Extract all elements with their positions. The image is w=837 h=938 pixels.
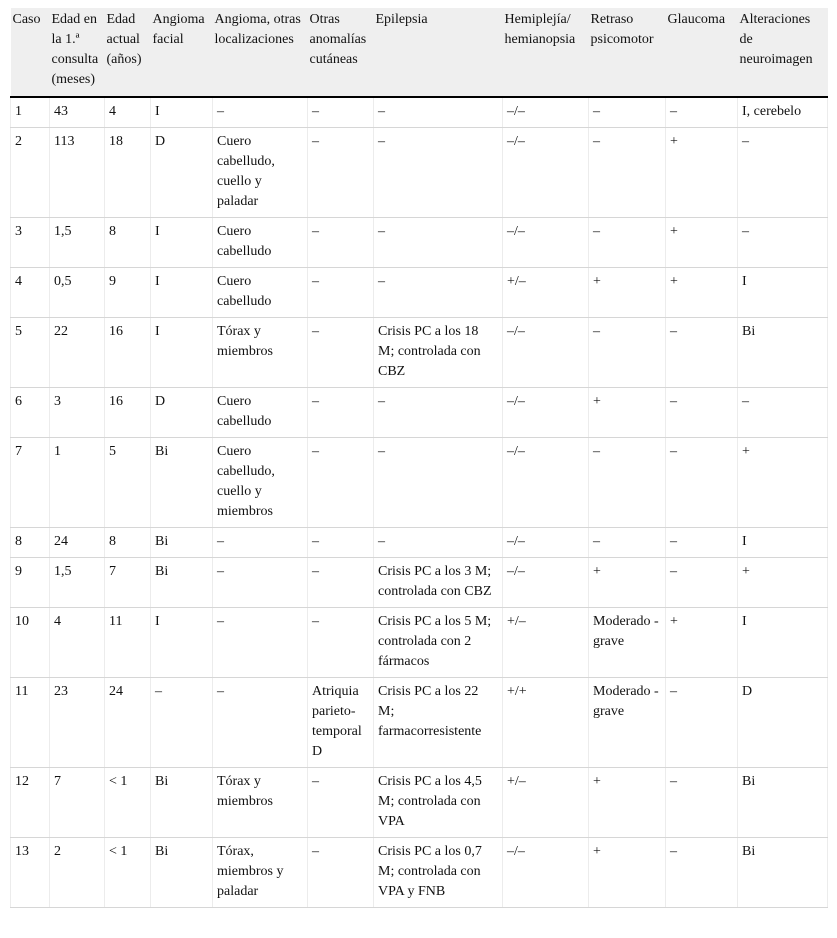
cell-alteraciones-neuroimagen: –	[738, 218, 828, 268]
cell-glaucoma: –	[666, 528, 738, 558]
cell-glaucoma: –	[666, 318, 738, 388]
cell-alteraciones-neuroimagen: +	[738, 558, 828, 608]
cell-edad-actual: < 1	[105, 838, 151, 908]
cell-retraso-psicomotor: +	[589, 768, 666, 838]
cell-edad-primera-consulta: 23	[50, 678, 105, 768]
cell-angioma-facial: Bi	[151, 438, 213, 528]
cell-edad-actual: 18	[105, 128, 151, 218]
cell-edad-actual: 11	[105, 608, 151, 678]
cell-angioma-otras-localizaciones: Cuero cabelludo	[213, 388, 308, 438]
cell-edad-actual: 7	[105, 558, 151, 608]
cell-glaucoma: +	[666, 268, 738, 318]
cell-otras-anomalias-cutaneas: –	[308, 558, 374, 608]
cell-angioma-otras-localizaciones: –	[213, 558, 308, 608]
cell-epilepsia: –	[374, 528, 503, 558]
cell-hemiplejia-hemianopsia: –/–	[503, 528, 589, 558]
cell-otras-anomalias-cutaneas: –	[308, 218, 374, 268]
cell-epilepsia: Crisis PC a los 22 M; farmacorresistente	[374, 678, 503, 768]
cell-edad-primera-consulta: 1	[50, 438, 105, 528]
cell-caso: 1	[11, 97, 50, 128]
cell-otras-anomalias-cutaneas: –	[308, 97, 374, 128]
cell-otras-anomalias-cutaneas: –	[308, 128, 374, 218]
cell-edad-primera-consulta: 7	[50, 768, 105, 838]
cell-retraso-psicomotor: –	[589, 438, 666, 528]
cell-epilepsia: –	[374, 388, 503, 438]
cell-edad-actual: 8	[105, 528, 151, 558]
header-retraso-psicomotor: Retraso psicomotor	[589, 8, 666, 97]
table-row	[11, 128, 828, 218]
cell-otras-anomalias-cutaneas: Atriquia parieto-temporal D	[308, 678, 374, 768]
cell-hemiplejia-hemianopsia: +/+	[503, 678, 589, 768]
cell-alteraciones-neuroimagen: +	[738, 438, 828, 528]
cell-glaucoma: –	[666, 558, 738, 608]
cell-epilepsia: Crisis PC a los 3 M; controlada con CBZ	[374, 558, 503, 608]
table-header	[11, 8, 828, 97]
header-angioma-facial: Angioma facial	[151, 8, 213, 97]
cell-angioma-otras-localizaciones: Cuero cabelludo, cuello y paladar	[213, 128, 308, 218]
cell-hemiplejia-hemianopsia: –/–	[503, 97, 589, 128]
cell-caso: 2	[11, 128, 50, 218]
header-otras-anomalias-cutaneas: Otras anomalías cutáneas	[308, 8, 374, 97]
table-row	[11, 768, 828, 838]
cell-otras-anomalias-cutaneas: –	[308, 268, 374, 318]
cell-retraso-psicomotor: –	[589, 97, 666, 128]
cell-retraso-psicomotor: +	[589, 558, 666, 608]
header-alteraciones-neuroimagen: Alteraciones de neuroimagen	[738, 8, 828, 97]
cell-angioma-facial: D	[151, 388, 213, 438]
cell-angioma-otras-localizaciones: –	[213, 528, 308, 558]
cell-angioma-facial: I	[151, 268, 213, 318]
cell-glaucoma: –	[666, 678, 738, 768]
cell-caso: 6	[11, 388, 50, 438]
cell-retraso-psicomotor: –	[589, 128, 666, 218]
table-row	[11, 318, 828, 388]
cell-angioma-facial: Bi	[151, 558, 213, 608]
cell-epilepsia: –	[374, 438, 503, 528]
cell-edad-primera-consulta: 113	[50, 128, 105, 218]
cell-edad-actual: 8	[105, 218, 151, 268]
cell-edad-primera-consulta: 4	[50, 608, 105, 678]
cell-angioma-otras-localizaciones: –	[213, 97, 308, 128]
cell-otras-anomalias-cutaneas: –	[308, 528, 374, 558]
cell-angioma-otras-localizaciones: Tórax, miembros y paladar	[213, 838, 308, 908]
cell-epilepsia: Crisis PC a los 5 M; controlada con 2 fármacos	[374, 608, 503, 678]
cell-caso: 13	[11, 838, 50, 908]
cell-alteraciones-neuroimagen: –	[738, 388, 828, 438]
cell-epilepsia: –	[374, 268, 503, 318]
cell-angioma-facial: I	[151, 318, 213, 388]
cell-glaucoma: +	[666, 218, 738, 268]
cell-retraso-psicomotor: +	[589, 388, 666, 438]
table-row	[11, 218, 828, 268]
cell-edad-primera-consulta: 22	[50, 318, 105, 388]
cell-glaucoma: +	[666, 128, 738, 218]
cell-alteraciones-neuroimagen: Bi	[738, 838, 828, 908]
cell-edad-actual: < 1	[105, 768, 151, 838]
cell-glaucoma: +	[666, 608, 738, 678]
clinical-data-table	[10, 8, 828, 908]
table-row	[11, 558, 828, 608]
cell-hemiplejia-hemianopsia: +/–	[503, 268, 589, 318]
cell-hemiplejia-hemianopsia: –/–	[503, 438, 589, 528]
cell-hemiplejia-hemianopsia: –/–	[503, 838, 589, 908]
cell-alteraciones-neuroimagen: I	[738, 528, 828, 558]
cell-otras-anomalias-cutaneas: –	[308, 608, 374, 678]
cell-glaucoma: –	[666, 838, 738, 908]
cell-otras-anomalias-cutaneas: –	[308, 838, 374, 908]
cell-angioma-facial: Bi	[151, 768, 213, 838]
header-caso: Caso	[11, 8, 50, 97]
cell-retraso-psicomotor: +	[589, 838, 666, 908]
cell-alteraciones-neuroimagen: Bi	[738, 768, 828, 838]
cell-otras-anomalias-cutaneas: –	[308, 318, 374, 388]
cell-alteraciones-neuroimagen: I	[738, 268, 828, 318]
table-row	[11, 838, 828, 908]
cell-epilepsia: –	[374, 97, 503, 128]
table-row	[11, 388, 828, 438]
cell-caso: 8	[11, 528, 50, 558]
cell-glaucoma: –	[666, 438, 738, 528]
header-edad-primera-consulta: Edad en la 1.ª consulta (meses)	[50, 8, 105, 97]
cell-edad-actual: 16	[105, 318, 151, 388]
cell-hemiplejia-hemianopsia: –/–	[503, 318, 589, 388]
cell-angioma-facial: I	[151, 608, 213, 678]
header-glaucoma: Glaucoma	[666, 8, 738, 97]
cell-angioma-facial: D	[151, 128, 213, 218]
cell-angioma-otras-localizaciones: Tórax y miembros	[213, 318, 308, 388]
cell-angioma-facial: Bi	[151, 528, 213, 558]
header-hemiplejia-hemianopsia: Hemiplejía/ hemianopsia	[503, 8, 589, 97]
cell-edad-actual: 24	[105, 678, 151, 768]
cell-retraso-psicomotor: Moderado - grave	[589, 678, 666, 768]
cell-retraso-psicomotor: –	[589, 528, 666, 558]
header-row	[11, 8, 828, 97]
cell-angioma-otras-localizaciones: –	[213, 678, 308, 768]
cell-angioma-otras-localizaciones: Tórax y miembros	[213, 768, 308, 838]
table-row	[11, 438, 828, 528]
cell-edad-actual: 16	[105, 388, 151, 438]
cell-angioma-facial: I	[151, 218, 213, 268]
cell-caso: 3	[11, 218, 50, 268]
cell-edad-primera-consulta: 1,5	[50, 218, 105, 268]
cell-caso: 12	[11, 768, 50, 838]
cell-angioma-otras-localizaciones: Cuero cabelludo	[213, 268, 308, 318]
cell-caso: 10	[11, 608, 50, 678]
cell-hemiplejia-hemianopsia: +/–	[503, 768, 589, 838]
table-row	[11, 528, 828, 558]
cell-retraso-psicomotor: –	[589, 318, 666, 388]
cell-edad-actual: 5	[105, 438, 151, 528]
cell-otras-anomalias-cutaneas: –	[308, 388, 374, 438]
cell-alteraciones-neuroimagen: I	[738, 608, 828, 678]
cell-epilepsia: Crisis PC a los 0,7 M; controlada con VPA y FNB	[374, 838, 503, 908]
cell-edad-primera-consulta: 3	[50, 388, 105, 438]
cell-angioma-otras-localizaciones: Cuero cabelludo	[213, 218, 308, 268]
cell-alteraciones-neuroimagen: D	[738, 678, 828, 768]
cell-caso: 7	[11, 438, 50, 528]
cell-edad-primera-consulta: 2	[50, 838, 105, 908]
cell-epilepsia: Crisis PC a los 4,5 M; controlada con VPA	[374, 768, 503, 838]
cell-glaucoma: –	[666, 768, 738, 838]
cell-edad-primera-consulta: 43	[50, 97, 105, 128]
cell-edad-actual: 9	[105, 268, 151, 318]
header-angioma-otras-localizaciones: Angioma, otras localizaciones	[213, 8, 308, 97]
cell-alteraciones-neuroimagen: Bi	[738, 318, 828, 388]
table-row	[11, 268, 828, 318]
cell-retraso-psicomotor: Moderado - grave	[589, 608, 666, 678]
cell-hemiplejia-hemianopsia: –/–	[503, 558, 589, 608]
cell-alteraciones-neuroimagen: –	[738, 128, 828, 218]
cell-epilepsia: Crisis PC a los 18 M; controlada con CBZ	[374, 318, 503, 388]
cell-otras-anomalias-cutaneas: –	[308, 768, 374, 838]
cell-caso: 4	[11, 268, 50, 318]
cell-epilepsia: –	[374, 128, 503, 218]
cell-otras-anomalias-cutaneas: –	[308, 438, 374, 528]
header-edad-actual: Edad actual (años)	[105, 8, 151, 97]
cell-angioma-otras-localizaciones: Cuero cabelludo, cuello y miembros	[213, 438, 308, 528]
table-body	[11, 97, 828, 908]
cell-alteraciones-neuroimagen: I, cerebelo	[738, 97, 828, 128]
table-row	[11, 678, 828, 768]
table-row	[11, 97, 828, 128]
cell-glaucoma: –	[666, 97, 738, 128]
cell-edad-primera-consulta: 0,5	[50, 268, 105, 318]
table-row	[11, 608, 828, 678]
cell-hemiplejia-hemianopsia: –/–	[503, 388, 589, 438]
cell-angioma-facial: Bi	[151, 838, 213, 908]
cell-hemiplejia-hemianopsia: –/–	[503, 218, 589, 268]
cell-caso: 5	[11, 318, 50, 388]
cell-edad-primera-consulta: 1,5	[50, 558, 105, 608]
cell-caso: 11	[11, 678, 50, 768]
cell-hemiplejia-hemianopsia: –/–	[503, 128, 589, 218]
cell-caso: 9	[11, 558, 50, 608]
cell-edad-actual: 4	[105, 97, 151, 128]
cell-edad-primera-consulta: 24	[50, 528, 105, 558]
cell-glaucoma: –	[666, 388, 738, 438]
header-epilepsia: Epilepsia	[374, 8, 503, 97]
cell-angioma-facial: –	[151, 678, 213, 768]
cell-epilepsia: –	[374, 218, 503, 268]
cell-angioma-facial: I	[151, 97, 213, 128]
cell-retraso-psicomotor: +	[589, 268, 666, 318]
cell-retraso-psicomotor: –	[589, 218, 666, 268]
cell-angioma-otras-localizaciones: –	[213, 608, 308, 678]
cell-hemiplejia-hemianopsia: +/–	[503, 608, 589, 678]
